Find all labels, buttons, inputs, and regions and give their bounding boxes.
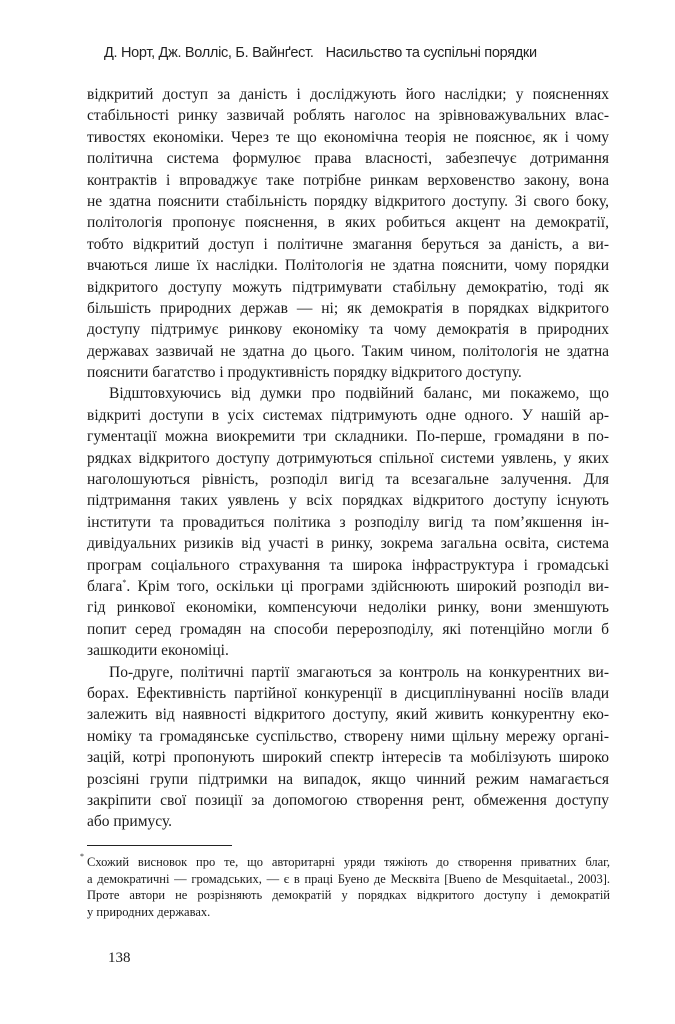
text-line: тобто відкритий доступ і політичне змагання беруться за даність, а ви- [87,235,609,253]
text-line: державах зазвичай не здатна до цього. Таким чином, політологія не здатна [87,342,609,360]
footnote-divider [87,845,232,846]
text-line: відкритий доступ за даність і досліджують його наслідки; у поясненнях [87,86,609,103]
footnote-line: Проте автори не розрізняють демократій у порядках відкритого доступу і демократій [87,888,610,902]
body-text [87,84,609,833]
header-book-title: Насильство та суспільні порядки [325,45,537,61]
text-line: політологія пропонує пояснення, в яких робиться акцент на демократії, [87,214,609,232]
text-line: рядках відкритого доступу дотримуються спільної системи уявлень, у яких [87,449,609,467]
text-line: або примусу. [87,813,173,831]
footnote [80,854,610,920]
text-line: інститути та провадиться політика з розподілу вигід та пом’якшення ін- [87,513,609,531]
text-line: гументації можна виокремити три складники. По-перше, громадяни в по- [87,428,609,446]
text-line: попит серед громадян на способи перерозподілу, які потенційно могли б [87,620,609,638]
footnote-line: у природних державах. [87,904,211,919]
footnote-reference: * [122,577,127,587]
paragraph [87,383,609,661]
text-line: дивідуальних ризиків від участі в ринку, зокрема загальна освіта, система [87,535,609,553]
text-line: контрактів і впроваджує таке потрібне ринкам верховенство закону, вона [87,171,609,189]
text-line: відкритого доступу можуть підтримувати стабільну демократію, тоді як [87,278,609,296]
paragraph [87,84,609,383]
text-line: розсіяні групи підтримки на випадок, якщо чинний режим намагається [87,770,609,788]
header-authors: Д. Норт, Дж. Волліс, Б. Вайнґест. [104,45,314,61]
text-line: відкриті доступи в усіх системах підтримують одне одного. У нашій ар- [87,406,609,424]
text-line: тивостях економіки. Через те що економічна теорія не пояснює, як і чому [87,128,609,146]
text-line: номіку та громадянське суспільство, створену ними щільну мережу органі- [87,727,609,745]
text-line: стабільності ринку зазвичай роблять наголос на зрівноважувальних влас- [87,107,609,125]
text-line: залежить від наявності відкритого доступу, який живить конкурентну еко- [87,706,609,724]
text-line: зацій, котрі пропонують широкий спектр інтересів та мобілізують широко [87,749,609,767]
text-line: борах. Ефективність партійної конкуренції в дисциплінуванні носіїв влади [87,684,609,702]
text-line: доступу підтримує ринкову економіку та чому демократія в природних [87,321,609,339]
text-line: Відштовхуючись від думки про подвійний баланс, ми покажемо, що [109,385,609,403]
text-line: закріпити свої позиції за допомогою створення рент, обмеження доступу [87,791,609,809]
text-line: гід ринкової економіки, компенсуючи недоліки ринку, вони зменшують [87,599,609,617]
text-line: програм соціального страхування та широка інфраструктура і громадські [87,556,609,574]
page-number: 138 [108,950,131,966]
text-line: наголошуються рівність, розподіл вигід та всезагальне залучення. Для [87,471,609,489]
text-line: пояснити багатство і продуктивність порядку відкритого доступу. [87,364,522,382]
text-line: вчаються лише їх наслідки. Політологія не здатна пояснити, чому порядки [87,257,609,275]
footnote-line: Схожий висновок про те, що авторитарні уряди тяжіють до створення приватних благ, [87,855,610,869]
text-line: підтримання таких уявлень у всіх порядках відкритого доступу існують [87,492,609,510]
text-line: зашкодити економіці. [87,642,229,660]
text-line: не здатна пояснити стабільність порядку відкритого доступу. Зі свого боку, [87,192,609,210]
footnote-marker: * [80,852,84,861]
paragraph [87,662,609,833]
text-line: блага*. Крім того, оскільки ці програми здійснюють широкий розподіл ви- [87,577,609,595]
text-line: політична система формулює права власності, забезпечує дотримання [87,150,609,168]
text-line: більшість природних держав — ні; як демократія в порядках відкритого [87,299,609,317]
text-line: По-друге, політичні партії змагаються за контроль на конкурентних ви- [109,663,609,681]
footnote-line: а демократичні — громадських, — є в праці Буено де Месквіта [Bueno de Mesquitaetal., 2003]. [87,871,610,886]
running-header [104,45,537,61]
